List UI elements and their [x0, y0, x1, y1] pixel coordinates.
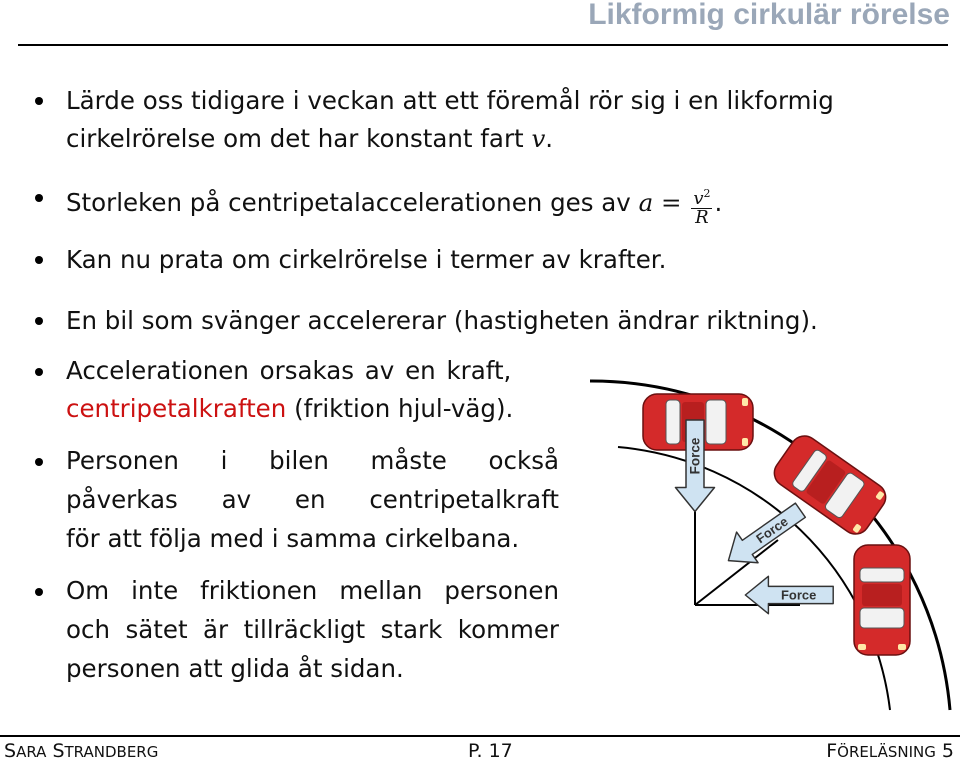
bullet-1-text: cirkelrörelse om det har konstant fart	[66, 124, 524, 153]
footer-page-number: P. 17	[468, 740, 513, 762]
car-turning-diagram	[590, 355, 960, 715]
bullet-6-line-1: Personen i bilen måste också	[66, 446, 559, 475]
footer-divider	[0, 735, 960, 737]
formula-fraction	[691, 185, 712, 227]
period: .	[545, 124, 554, 153]
bullet-3-line: Kan nu prata om cirkelrörelse i termer av krafter.	[66, 245, 667, 274]
bullet-6-line-3: för att följa med i samma cirkelbana.	[66, 524, 520, 553]
bullet-7-line-1: Om inte friktionen mellan personen	[66, 576, 559, 605]
bullet-7-line-2: och sätet är tillräckligt stark kommer	[66, 615, 559, 644]
car-bottom	[854, 545, 910, 655]
svg-text:Force: Force	[753, 513, 791, 547]
bullet-2-line	[66, 183, 723, 228]
bullet-1-line-1: Lärde oss tidigare i veckan att ett föremål rör sig i en likformig	[66, 86, 834, 115]
bullet-2-text: Storleken på centripetalaccelerationen ges av	[66, 188, 631, 217]
bullet-5-line-1: Accelerationen orsakas av en kraft,	[66, 356, 512, 385]
fraction-denominator: R	[695, 207, 709, 228]
slide-title: Likformig cirkulär rörelse	[588, 0, 950, 31]
acceleration-symbol: a	[638, 188, 654, 217]
bullet-marker	[35, 588, 43, 596]
svg-text:Force: Force	[687, 437, 703, 475]
speed-variable: v	[531, 124, 546, 153]
bullet-5-rest: (friktion hjul-väg).	[286, 394, 514, 423]
footer-lecture: FÖRELÄSNING 5	[826, 740, 954, 762]
bullet-4-line: En bil som svänger accelererar (hastigheten ändrar riktning).	[66, 306, 818, 335]
title-divider	[18, 44, 948, 46]
bullet-marker	[35, 458, 43, 466]
fraction-numerator: $v^2$	[693, 187, 711, 209]
bullet-marker	[35, 97, 43, 105]
bullet-5-line-2	[66, 394, 513, 424]
bullet-marker	[35, 194, 43, 202]
svg-text:Force: Force	[781, 587, 817, 603]
period: .	[714, 188, 723, 217]
bullet-6-line-2: påverkas av en centripetalkraft	[66, 485, 559, 514]
footer-author: SARA STRANDBERG	[4, 740, 159, 762]
bullet-marker	[35, 256, 43, 264]
equals-sign: =	[660, 188, 682, 217]
bullet-marker	[35, 317, 43, 325]
centripetal-force-term: centripetalkraften	[66, 394, 287, 423]
bullet-1-line-2	[66, 124, 553, 154]
bullet-7-line-3: personen att glida åt sidan.	[66, 654, 404, 683]
bullet-marker	[35, 368, 43, 376]
force-arrow-horizontal	[745, 576, 833, 613]
force-arrow-diagonal	[718, 495, 811, 576]
